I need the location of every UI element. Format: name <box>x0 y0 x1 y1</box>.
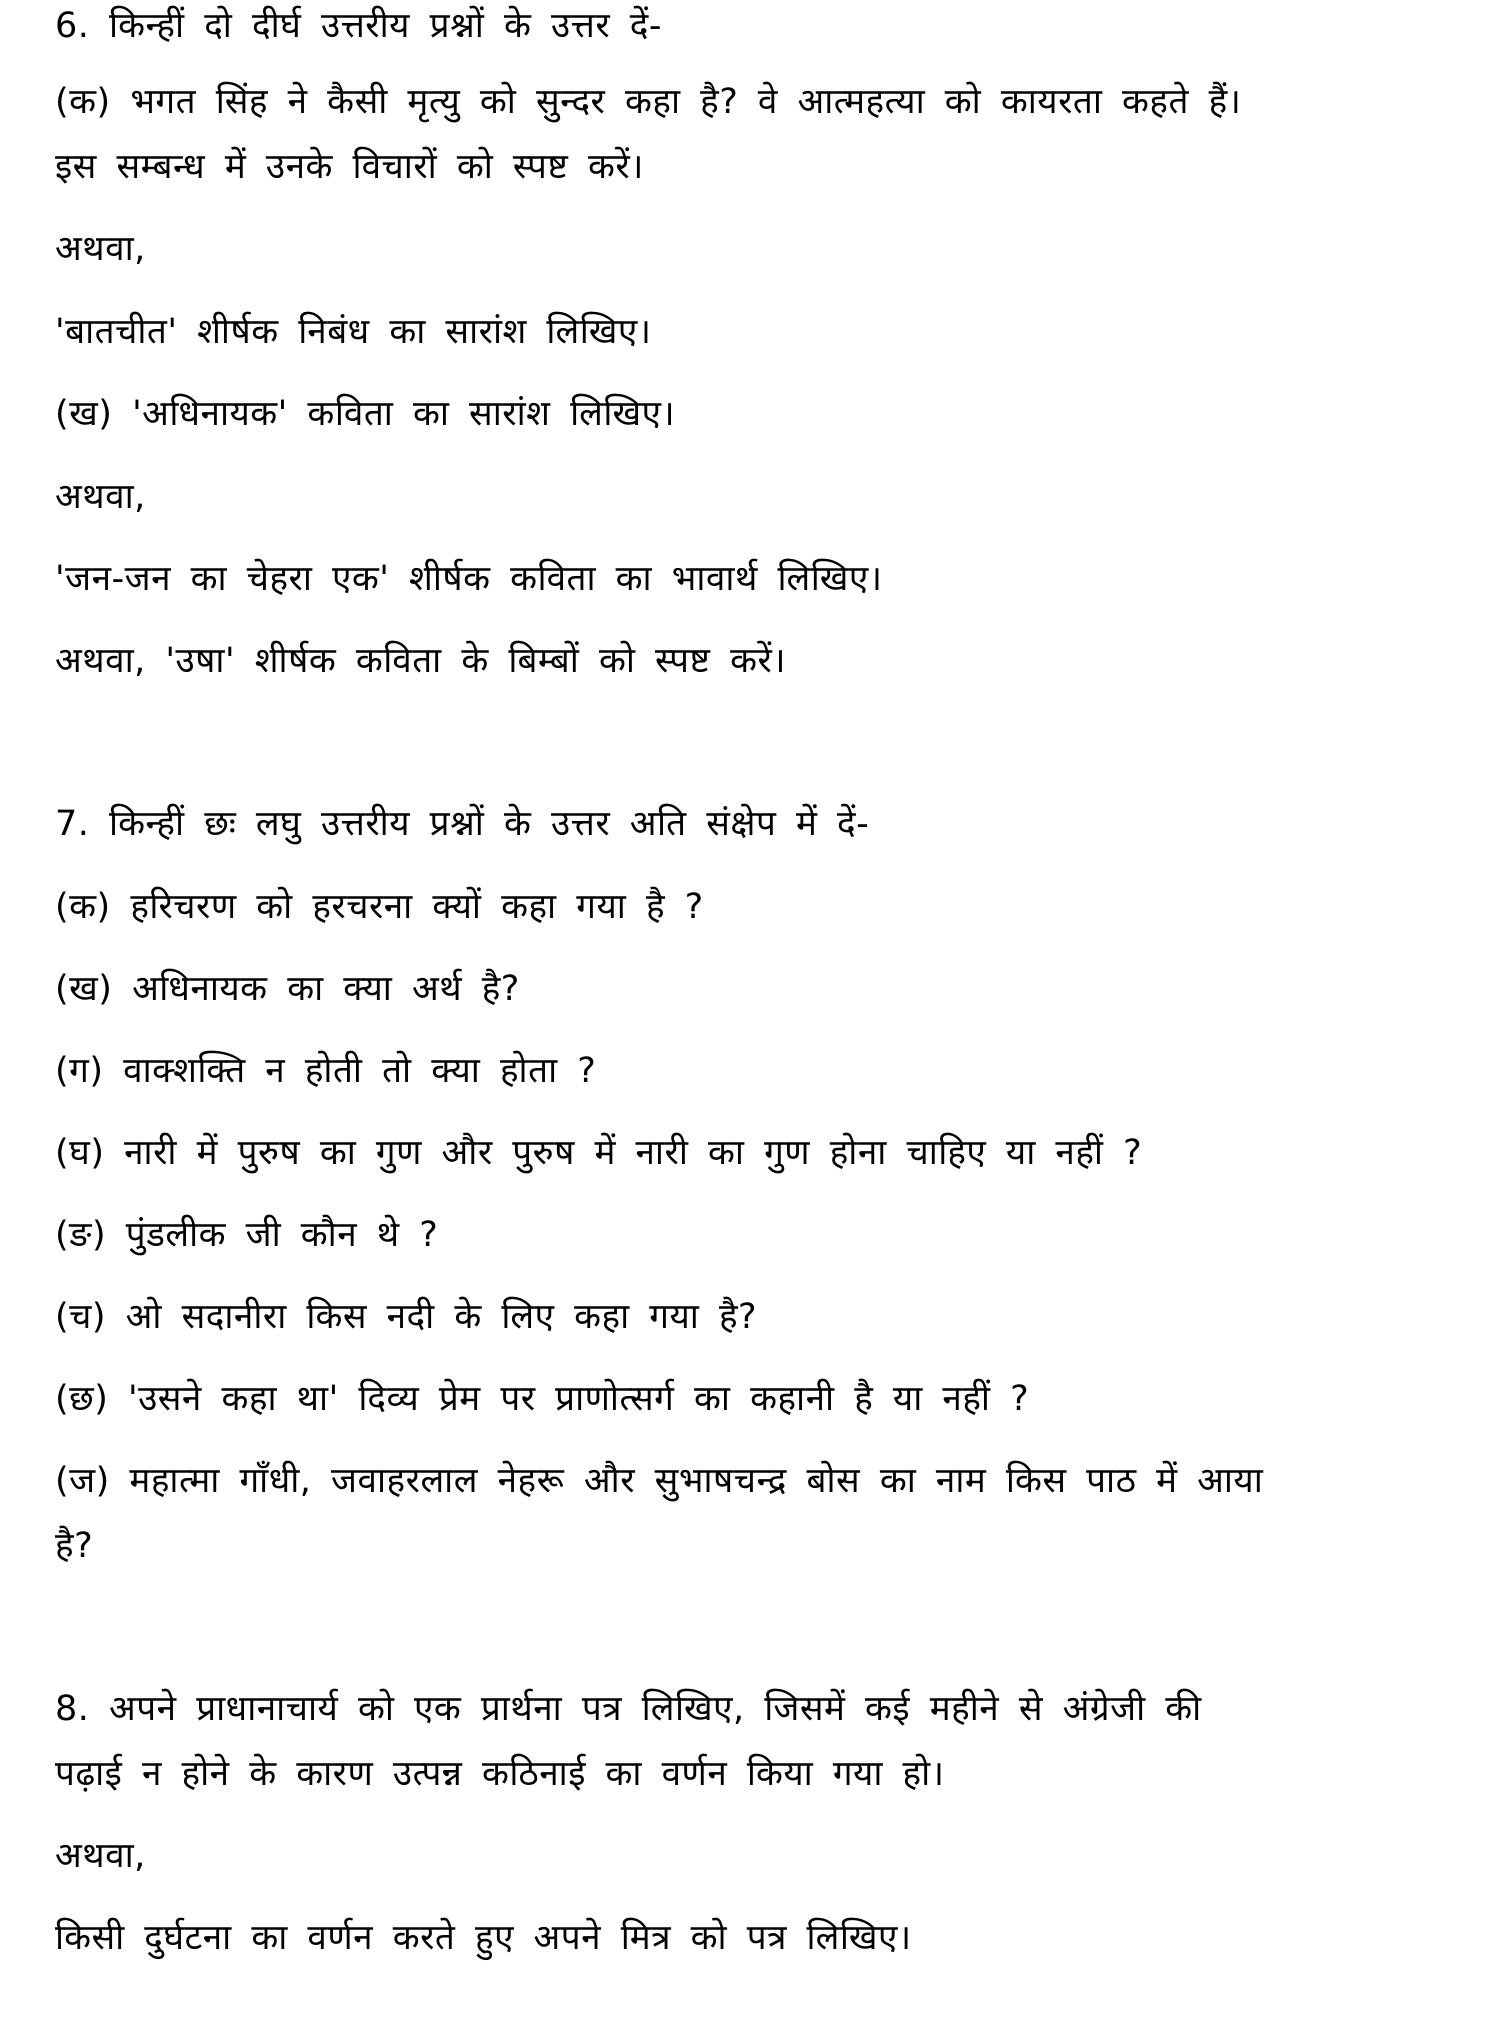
question-6-heading: 6. किन्हीं दो दीर्घ उत्तरीय प्रश्नों के उत्तर दें- <box>55 6 662 46</box>
question-6-ka-line1: (क) भगत सिंह ने कैसी मृत्यु को सुन्दर कहा है? वे आत्महत्या को कायरता कहते हैं। <box>55 82 1242 122</box>
question-7-heading: 7. किन्हीं छः लघु उत्तरीय प्रश्नों के उत्तर अति संक्षेप में दें- <box>55 804 870 844</box>
question-6-baatcheet: 'बातचीत' शीर्षक निबंध का सारांश लिखिए। <box>55 312 652 352</box>
question-6-kha: (ख) 'अधिनायक' कविता का सारांश लिखिए। <box>55 394 676 434</box>
question-7-gha: (घ) नारी में पुरुष का गुण और पुरुष में नारी का गुण होना चाहिए या नहीं ? <box>55 1133 1143 1173</box>
question-6-usha: अथवा, 'उषा' शीर्षक कविता के बिम्बों को स्पष्ट करें। <box>55 641 787 681</box>
question-8-athva: अथवा, <box>55 1836 146 1876</box>
question-8-line2: पढ़ाई न होने के कारण उत्पन्न कठिनाई का वर्णन किया गया हो। <box>55 1754 945 1794</box>
question-7-ga: (ग) वाक्शक्ति न होती तो क्या होता ? <box>55 1051 597 1091</box>
question-7-cha: (च) ओ सदानीरा किस नदी के लिए कहा गया है? <box>55 1297 758 1337</box>
question-7-ja-line1: (ज) महात्मा गाँधी, जवाहरलाल नेहरू और सुभाषचन्द्र बोस का नाम किस पाठ में आया <box>55 1461 1264 1501</box>
question-6-athva-1: अथवा, <box>55 229 146 269</box>
question-7-ka: (क) हरिचरण को हरचरना क्यों कहा गया है ? <box>55 887 704 927</box>
question-7-kha: (ख) अधिनायक का क्या अर्थ है? <box>55 969 520 1009</box>
question-7-chha: (छ) 'उसने कहा था' दिव्य प्रेम पर प्राणोत्सर्ग का कहानी है या नहीं ? <box>55 1379 1030 1419</box>
question-6-athva-2: अथवा, <box>55 477 146 517</box>
question-6-jan-jan: 'जन-जन का चेहरा एक' शीर्षक कविता का भावार्थ लिखिए। <box>55 559 883 599</box>
question-8-alternative: किसी दुर्घटना का वर्णन करते हुए अपने मित्र को पत्र लिखिए। <box>55 1918 912 1958</box>
question-7-nga: (ङ) पुंडलीक जी कौन थे ? <box>55 1215 439 1255</box>
question-6-ka-line2: इस सम्बन्ध में उनके विचारों को स्पष्ट करें। <box>55 147 644 187</box>
question-7-ja-line2: है? <box>55 1526 94 1566</box>
question-8-line1: 8. अपने प्राधानाचार्य को एक प्रार्थना पत्र लिखिए, जिसमें कई महीने से अंग्रेजी की <box>55 1689 1202 1729</box>
